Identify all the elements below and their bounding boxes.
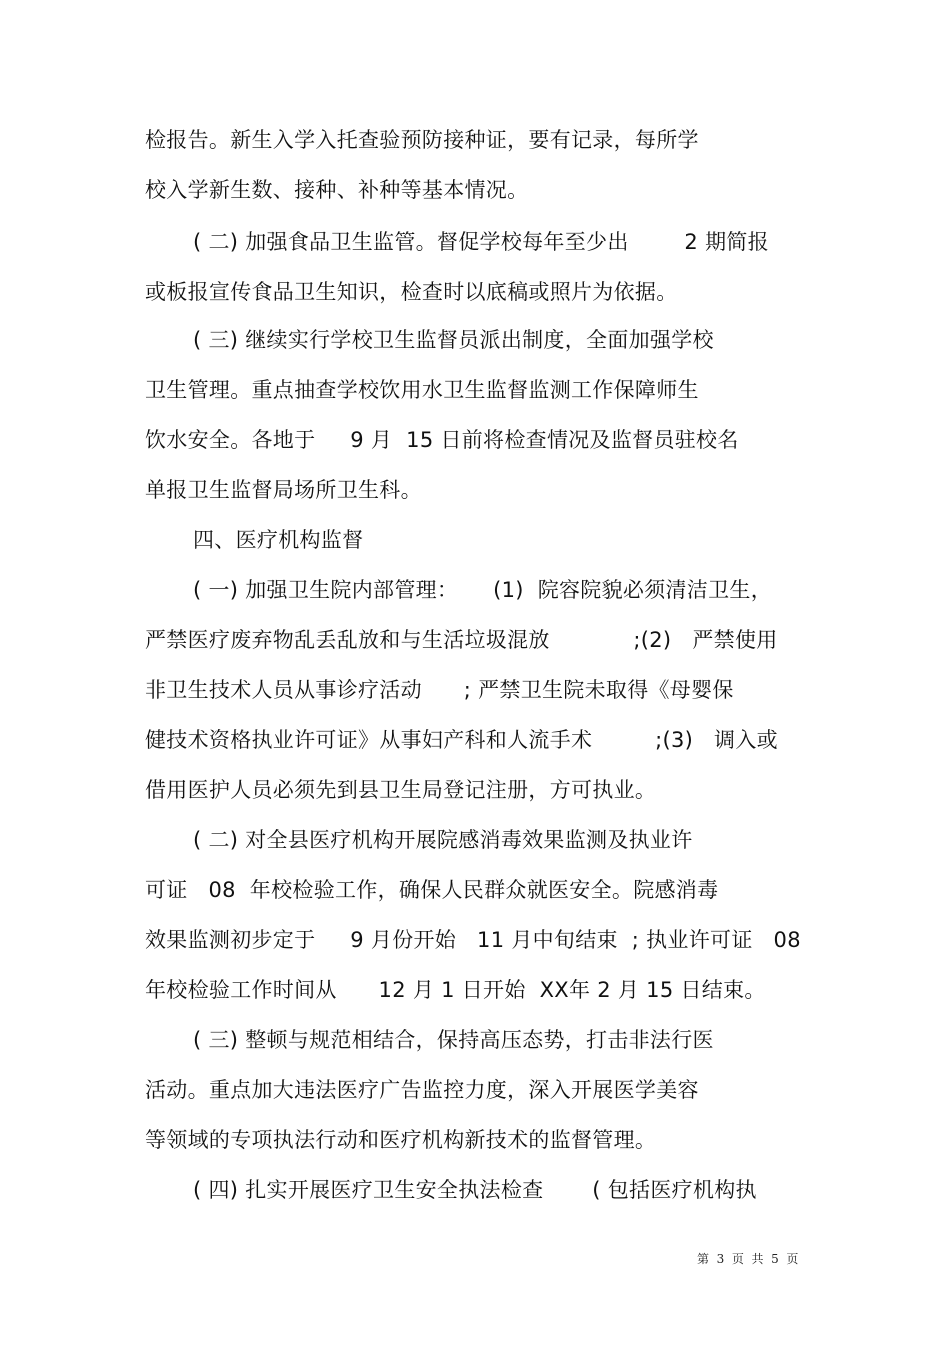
text-line: 严禁医疗废弃物乱丢乱放和与生活垃圾混放 ;(2) 严禁使用 <box>145 628 778 652</box>
text-line: 单报卫生监督局场所卫生科。 <box>145 478 422 502</box>
section-heading: 四、医疗机构监督 <box>193 528 364 552</box>
page-number-footer: 第 3 页 共 5 页 <box>697 1252 799 1266</box>
text-line: ( 一) 加强卫生院内部管理： (1) 院容院貌必须清洁卫生， <box>193 578 773 602</box>
text-line: 饮水安全。各地于 9 月 15 日前将检查情况及监督员驻校名 <box>145 428 739 452</box>
text-line: 效果监测初步定于 9 月份开始 11 月中旬结束 ; 执业许可证 08 <box>145 928 801 952</box>
text-line: ( 三) 整顿与规范相结合，保持高压态势，打击非法行医 <box>193 1028 714 1052</box>
text-line: 非卫生技术人员从事诊疗活动 ; 严禁卫生院未取得《母婴保 <box>145 678 734 702</box>
text-line: 可证 08 年校检验工作，确保人民群众就医安全。院感消毒 <box>145 878 719 902</box>
text-line: 健技术资格执业许可证》从事妇产科和人流手术 ;(3) 调入或 <box>145 728 778 752</box>
text-line: ( 三) 继续实行学校卫生监督员派出制度，全面加强学校 <box>193 328 714 352</box>
text-line: 或板报宣传食品卫生知识，检查时以底稿或照片为依据。 <box>145 280 678 304</box>
text-line: 检报告。新生入学入托查验预防接种证，要有记录，每所学 <box>145 128 699 152</box>
text-line: 年校检验工作时间从 12 月 1 日开始 XX年 2 月 15 日结束。 <box>145 978 766 1002</box>
text-line: 活动。重点加大违法医疗广告监控力度，深入开展医学美容 <box>145 1078 699 1102</box>
text-line: 校入学新生数、接种、补种等基本情况。 <box>145 178 529 202</box>
text-line: 卫生管理。重点抽查学校饮用水卫生监督监测工作保障师生 <box>145 378 699 402</box>
text-line: ( 二) 对全县医疗机构开展院感消毒效果监测及执业许 <box>193 828 693 852</box>
text-line: 借用医护人员必须先到县卫生局登记注册，方可执业。 <box>145 778 657 802</box>
text-line: 等领域的专项执法行动和医疗机构新技术的监督管理。 <box>145 1128 657 1152</box>
text-line: ( 二) 加强食品卫生监管。督促学校每年至少出 2 期简报 <box>193 230 769 254</box>
text-line: ( 四) 扎实开展医疗卫生安全执法检查 ( 包括医疗机构执 <box>193 1178 757 1202</box>
